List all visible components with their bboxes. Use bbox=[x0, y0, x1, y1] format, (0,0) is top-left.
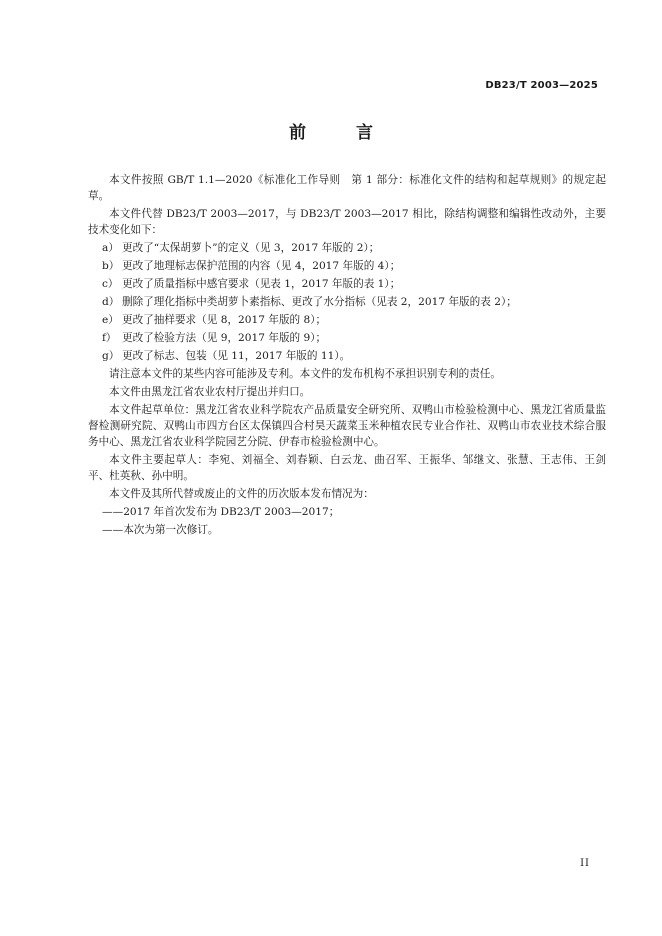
list-item-text: 更改了质量指标中感官要求（见表 1，2017 年版的表 1）； bbox=[122, 278, 401, 290]
paragraph-patent-notice: 请注意本文件的某些内容可能涉及专利。本文件的发布机构不承担识别专利的责任。 bbox=[109, 368, 501, 380]
paragraph-proposer: 本文件由黑龙江省农业农村厅提出并归口。 bbox=[109, 386, 311, 398]
paragraph-drafting-rules: 本文件按照 GB/T 1.1—2020《标准化工作导则 第 1 部分：标准化文件的结构和起草规则》的规定起草。 bbox=[88, 174, 606, 202]
list-item bbox=[88, 258, 606, 274]
list-item bbox=[88, 276, 606, 292]
list-item bbox=[88, 294, 606, 310]
list-item bbox=[88, 240, 606, 256]
list-marker: d） bbox=[102, 296, 120, 308]
list-item-text: 更改了地理标志保护范围的内容（见 4，2017 年版的 4）； bbox=[122, 260, 401, 272]
list-item-text: 更改了检验方法（见 9，2017 年版的 9）； bbox=[122, 332, 327, 344]
list-marker: a） bbox=[102, 242, 119, 254]
history-item: ——本次为第一次修订。 bbox=[102, 524, 219, 536]
history-item: ——2017 年首次发布为 DB23/T 2003—2017； bbox=[102, 506, 340, 518]
list-marker: g） bbox=[102, 350, 120, 362]
changes-list bbox=[88, 240, 606, 364]
list-item-text: 更改了“太保胡萝卜”的定义（见 3，2017 年版的 2）； bbox=[122, 242, 380, 254]
list-item-text: 更改了标志、包装（见 11，2017 年版的 11）。 bbox=[122, 350, 351, 362]
list-item bbox=[88, 348, 606, 364]
page-number: II bbox=[580, 858, 590, 869]
list-item bbox=[88, 330, 606, 346]
list-item-text: 删除了理化指标中类胡萝卜素指标、更改了水分指标（见表 2，2017 年版的表 2）； bbox=[122, 296, 517, 308]
list-marker: b） bbox=[102, 260, 120, 272]
paragraph-replacement: 本文件代替 DB23/T 2003—2017，与 DB23/T 2003—2017 相比，除结构调整和编辑性改动外，主要技术变化如下： bbox=[88, 208, 606, 236]
paragraph-history-intro: 本文件及其所代替或废止的文件的历次版本发布情况为： bbox=[109, 488, 374, 500]
list-marker: c） bbox=[102, 278, 119, 290]
foreword-body bbox=[88, 172, 606, 540]
list-marker: e） bbox=[102, 314, 119, 326]
page-title: 前 言 bbox=[289, 123, 395, 143]
paragraph-drafters: 本文件主要起草人：李宛、刘福全、刘春颖、白云龙、曲召军、王振华、邹继文、张慧、王志伟、王剑平、杜英秋、孙中明。 bbox=[88, 454, 606, 482]
list-item bbox=[88, 312, 606, 328]
paragraph-drafting-units: 本文件起草单位：黑龙江省农业科学院农产品质量安全研究所、双鸭山市检验检测中心、黑龙江省质量监督检测研究院、双鸭山市四方台区太保镇四合村昊天蔬菜玉米种植农民专业合作社、双鸭山市农业技术综合服务中心、黑龙江省农业科学院园艺分院、伊春市检验检测中心。 bbox=[88, 404, 606, 448]
list-marker: f） bbox=[102, 332, 117, 344]
standard-code: DB23/T 2003—2025 bbox=[485, 80, 598, 91]
list-item-text: 更改了抽样要求（见 8，2017 年版的 8）； bbox=[122, 314, 327, 326]
